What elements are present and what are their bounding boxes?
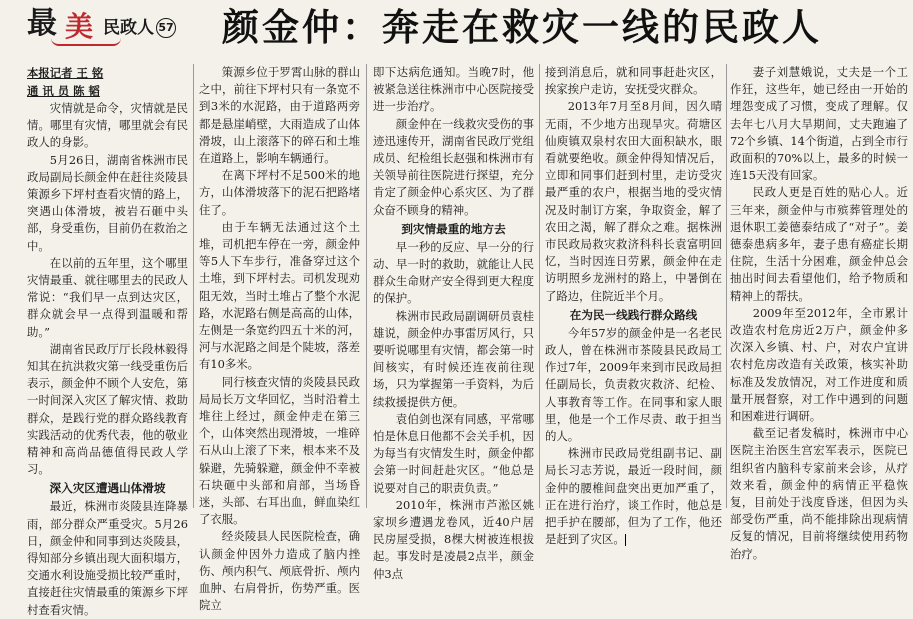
logo-char-zui: 最: [27, 6, 57, 41]
paragraph: 早一秒的反应、早一分的行动、早一时的救助，就能让人民群众生命财产安全得到更大程度的保护。: [373, 239, 534, 306]
paragraph: 株洲市民政局副调研员袁桂雄说，颜金仲办事雷厉风行，只要听说哪里有灾情，都会第一时间核实，有时候还连夜前往现场，只为掌握第一手资料，为后续救援提供方便。: [373, 308, 534, 409]
article-column-2: [199, 64, 360, 615]
paragraph: 截至记者发稿时，株洲市中心医院主治医生宫宏军表示，医院已组织省内脑科专家前来会诊，从疗效来看，颜金仲的病情正平稳恢复，目前处于浅度昏迷，但因为头部受伤严重，尚不能排除出现病情反复的情况，目前将继续使用药物治疗。: [730, 426, 908, 561]
subheading: 深入灾区遭遇山体滑坡: [49, 481, 166, 496]
column-divider: [366, 64, 367, 508]
paragraph: 民政人更是百姓的贴心人。近三年来，颜金仲与市殡葬管理处的退休职工姜德泰结成了“对子”。姜德泰患病多年，妻子患有癌症长期住院，生活十分困难，颜金仲总会抽出时间去看望他们，给予物质和精神上的帮扶。: [730, 185, 908, 303]
paragraph: 灾情就是命令，灾情就是民情。哪里有灾情，哪里就会有民政人的身影。: [27, 101, 188, 150]
subheading: 到灾情最重的地方去: [401, 221, 506, 236]
paragraph: 颜金仲在一线救灾受伤的事迹迅速传开，湖南省民政厅党组成员、纪检组长赵强和株洲市有关领导前往医院进行探望，充分肯定了颜金仲心系灾区、为了群众奋不顾身的精神。: [373, 116, 534, 217]
paragraph: 2013年7月至8月间，因久晴无雨，不少地方出现旱灾。荷塘区仙庾镇双泉村农田大面积缺水，眼看就要绝收。颜金仲得知情况后，立即和同事们赶到村里，走访受灾最严重的农户，根据当地的受灾情况及时制订方案，争取资金，解了农田之渴，解了群众之难。据株洲市民政局救灾救济科科长袁富明回忆，当时因连日劳累，颜金仲在走访明照乡龙洲村的路上，中暑倒在了路边，住院近半个月。: [545, 99, 722, 303]
logo-text: [103, 18, 176, 38]
paragraph: 经炎陵县人民医院检查，确认颜金仲因外力造成了脑内挫伤、颅内积气、颅底骨折、颅内血肿、右肩骨折，伤势严重。医院立: [199, 529, 360, 613]
column-logo: [27, 4, 187, 50]
paragraph: 2009年至2012年，全市累计改造农村危房近2万户，颜金仲多次深入乡镇、村、户，对农户宜讲农村危房改造有关政策，核实补助标准及发放情况，对工作进度和质量开展督察，对工作中遇到的问题和困难进行调研。: [730, 305, 908, 424]
logo-swirl-icon: [51, 38, 121, 46]
article-headline: 颜金仲：奔走在救灾一线的民政人: [222, 5, 822, 49]
paragraph: 策源乡位于罗霄山脉的群山之中，前往下坪村只有一条宽不到3米的水泥路，由于道路两旁都是悬崖峭壁，大雨造成了山体滑坡，山上滚落下的碎石和土堆在道路上，影响车辆通行。: [199, 65, 360, 166]
column-divider: [193, 64, 194, 508]
article-column-4: [545, 64, 722, 548]
text-cursor: [625, 534, 626, 546]
article-column-5: [730, 64, 908, 563]
paragraph: 今年57岁的颜金仲是一名老民政人，曾在株洲市茶陵县民政局工作过7年，2009年来到市民政局担任副局长，负责救灾救济、纪检、人事教育等工作。在同事和家人眼里，他是一个工作尽责、敢于担当的人。: [545, 325, 722, 444]
logo-label: 民政人: [103, 18, 154, 38]
paragraph: 最近，株洲市炎陵县连降暴雨，部分群众严重受灾。5月26日，颜金仲和同事到达炎陵县，得知部分乡镇出现大面积塌方，交通水利设施受损比较严重时，直接赶往灾情最重的策源乡下坪村查看灾情。: [27, 499, 188, 617]
paragraph: 接到消息后，就和同事赶赴灾区，挨家挨户走访，安抚受灾群众。: [545, 65, 722, 97]
byline-correspondent: 通 讯 员 陈 韬: [27, 84, 100, 98]
paragraph-text: 株洲市民政局党组副书记、副局长习志芳说，最近一段时间，颜金仲的腰椎间盘突出更加严重了，正在进行治疗，谈工作时，他总是把手护在腰部，但为了工作，他还是赶到了灾区。: [545, 446, 722, 547]
article-column-3: [373, 64, 534, 583]
logo-char-mei: 美: [65, 10, 94, 43]
column-divider: [726, 64, 727, 508]
paragraph: 同行核查灾情的炎陵县民政局局长万文华回忆，当时沿着土堆往上经过，颜金仲走在第三个，山体突然出现滑坡，一堆碎石从山上滚了下来，根本来不及躲避，先骑躲避，颜金仲不幸被石块砸中头部和肩部，当场昏迷，头部、右耳出血，鲜血染红了衣服。: [199, 374, 360, 527]
paragraph: 袁伯剑也深有同感，平常哪怕是休息日他都不会关手机，因为每当有灾情发生时，颜金仲都会第一时间赶赴灾区。“他总是说要对自己的职责负责。”: [373, 411, 534, 495]
paragraph: 湖南省民政厅厅长段林毅得知其在抗洪救灾第一线受重伤后表示，颜金仲不顾个人安危，第一时间深入灾区了解灾情、救助群众，是践行党的群众路线教育实践活动的优秀代表，他的敬业精神和高尚品德值得民政人学习。: [27, 341, 188, 477]
paragraph: [545, 445, 722, 548]
paragraph: 妻子刘慧娥说，丈夫是一个工作狂，这些年，她已经由一开始的埋怨变成了习惯，变成了理解。仅去年七八月大旱期间，丈夫跑遍了72个乡镇、14个街道，占到全市行政面积的70%以上，最多的时候一连15天没有回家。: [730, 65, 908, 183]
paragraph: 由于车辆无法通过这个土堆，司机把车停在一旁，颜金仲等5人下车步行，准备穿过这个土堆，到下坪村去。司机发现劝阻无效，当时土堆占了整个水泥路，水泥路右侧是高高的山体，左侧是一条宽约四五十米的河，河与水泥路之间是个陡坡，落差有10多米。: [199, 219, 360, 372]
paragraph: 在离下坪村不足500米的地方，山体滑坡落下的泥石把路堵住了。: [199, 168, 360, 217]
paragraph: 5月26日，湖南省株洲市民政局副局长颜金仲在赶往炎陵县策源乡下坪村查看灾情的路上，突遇山体滑坡，被岩石砸中头部，身受重伤，目前仍在救治之中。: [27, 152, 188, 253]
issue-number: 57: [156, 18, 176, 38]
paragraph: 2010年，株洲市芦淞区姚家坝乡遭遇龙卷风，近40户居民房屋受损，8棵大树被连根拔起。事发时是凌晨2点半，颜金仲3点: [373, 497, 534, 581]
article-column-1: [27, 64, 188, 619]
paragraph: 即下达病危通知。当晚7时，他被紧急送往株洲市中心医院接受进一步治疗。: [373, 65, 534, 114]
byline-reporter: 本报记者 王 铭: [27, 66, 104, 80]
paragraph: 在以前的五年里，这个哪里灾情最重、就往哪里去的民政人常说：“我们早一点到达灾区，群众就会早一点得到温暖和帮助。”: [27, 255, 188, 339]
subheading: 在为民一线践行群众路线: [569, 307, 698, 322]
column-divider: [539, 64, 540, 508]
